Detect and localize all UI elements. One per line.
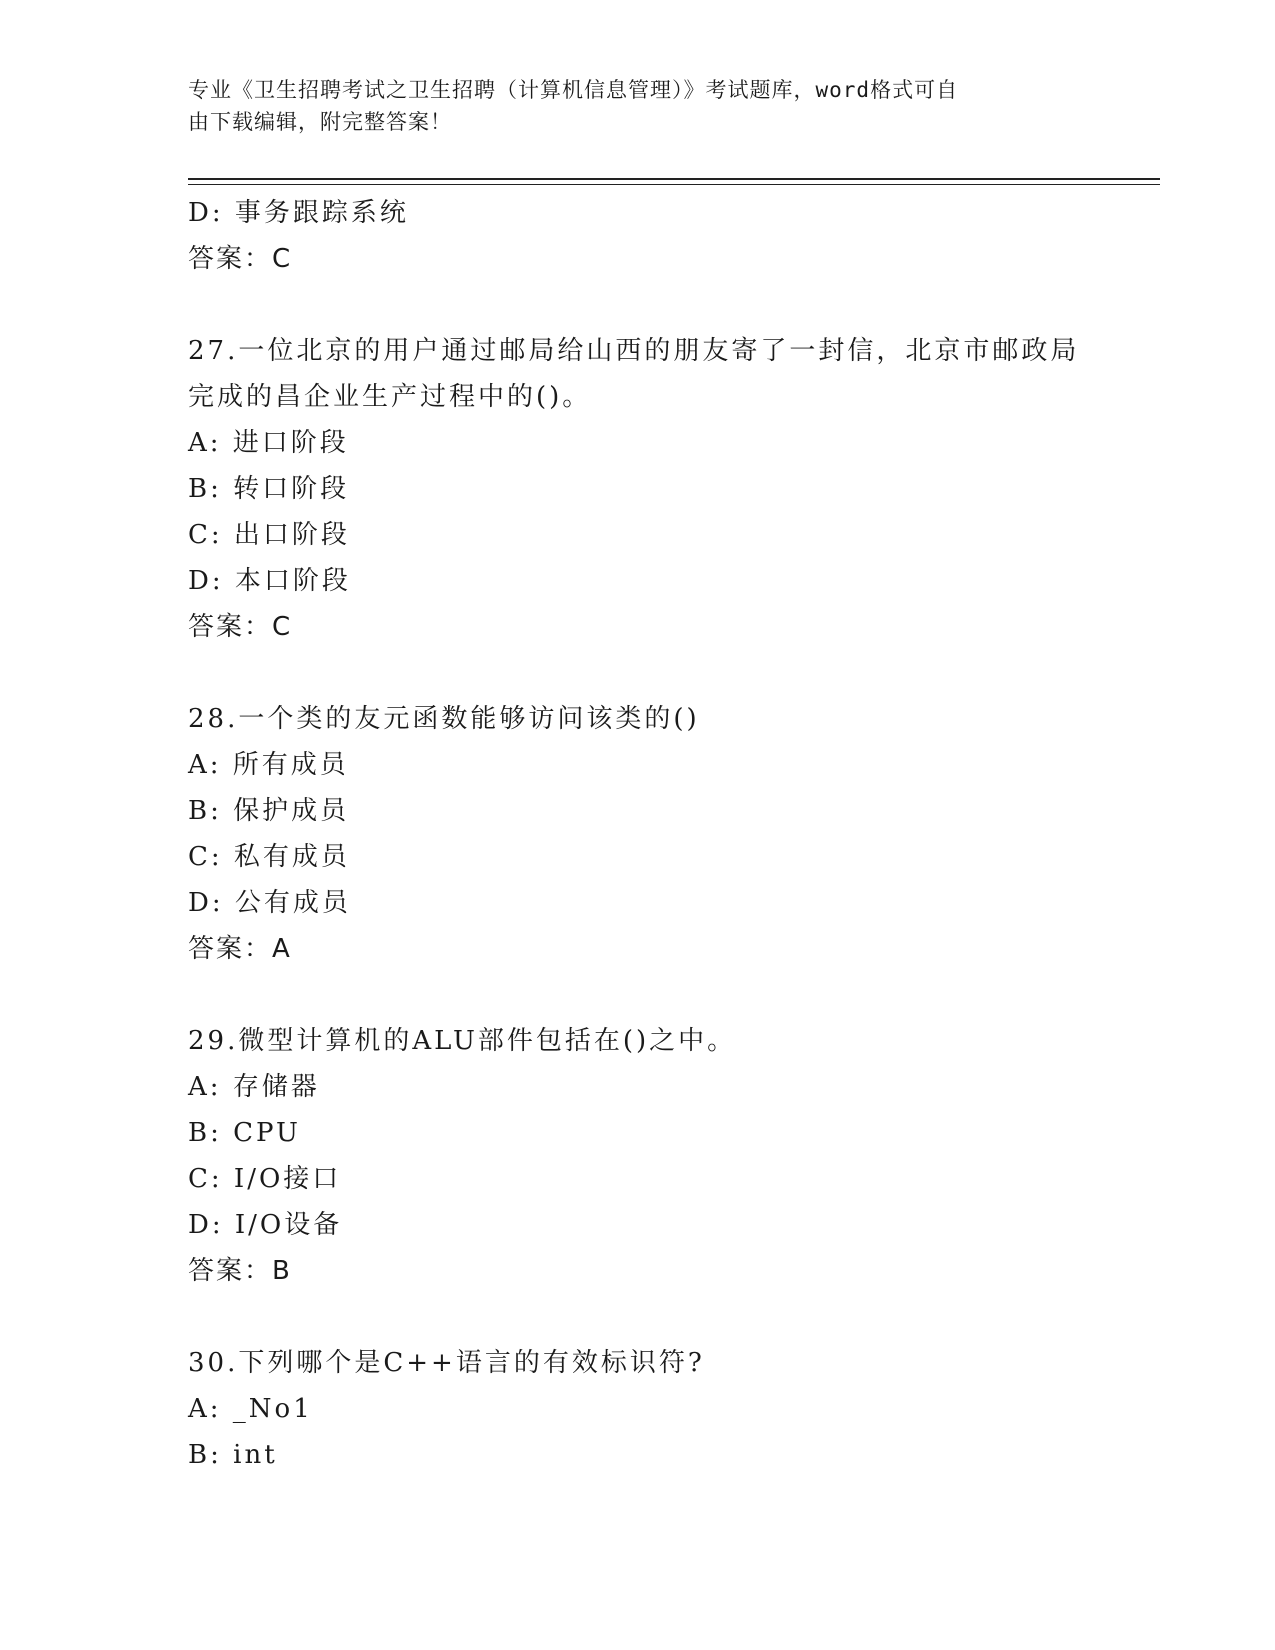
- answer-line: 答案：B: [188, 1256, 292, 1286]
- header-divider-thick: [188, 178, 1160, 180]
- option-c: C: I/O接口: [188, 1164, 342, 1194]
- question-block-27: [188, 328, 1088, 650]
- answer-line: 答案：C: [188, 612, 293, 642]
- option-a: A: 所有成员: [188, 750, 349, 780]
- document-body: [188, 190, 1088, 1478]
- question-block-26: [188, 190, 1088, 282]
- header-line-1: 专业《卫生招聘考试之卫生招聘（计算机信息管理）》考试题库，word格式可自: [188, 78, 959, 102]
- question-text: 28.一个类的友元函数能够访问该类的(): [188, 704, 700, 734]
- option-d: D: 事务跟踪系统: [188, 198, 409, 228]
- answer-line: 答案：A: [188, 934, 292, 964]
- option-c: C: 私有成员: [188, 842, 350, 872]
- option-b: B: int: [188, 1440, 278, 1470]
- question-block-30: [188, 1340, 1088, 1478]
- option-d: D: 公有成员: [188, 888, 351, 918]
- option-a: A: _No1: [188, 1394, 313, 1424]
- answer-line: 答案：C: [188, 244, 293, 274]
- question-block-28: [188, 696, 1088, 972]
- option-b: B: 保护成员: [188, 796, 350, 826]
- option-d: D: 本口阶段: [188, 566, 351, 596]
- question-text: 29.微型计算机的ALU部件包括在()之中。: [188, 1026, 737, 1056]
- option-c: C: 出口阶段: [188, 520, 350, 550]
- option-b: B: CPU: [188, 1118, 301, 1148]
- header-divider-thin: [188, 184, 1160, 185]
- question-text: 30.下列哪个是C++语言的有效标识符?: [188, 1348, 705, 1378]
- question-text-continued: 完成的昌企业生产过程中的()。: [188, 382, 592, 412]
- option-b: B: 转口阶段: [188, 474, 350, 504]
- option-a: A: 存储器: [188, 1072, 320, 1102]
- document-header: [188, 74, 1068, 138]
- question-block-29: [188, 1018, 1088, 1294]
- question-text: 27.一位北京的用户通过邮局给山西的朋友寄了一封信，北京市邮政局: [188, 336, 1080, 366]
- header-line-2: 由下载编辑，附完整答案！: [188, 110, 452, 134]
- option-a: A: 进口阶段: [188, 428, 349, 458]
- option-d: D: I/O设备: [188, 1210, 343, 1240]
